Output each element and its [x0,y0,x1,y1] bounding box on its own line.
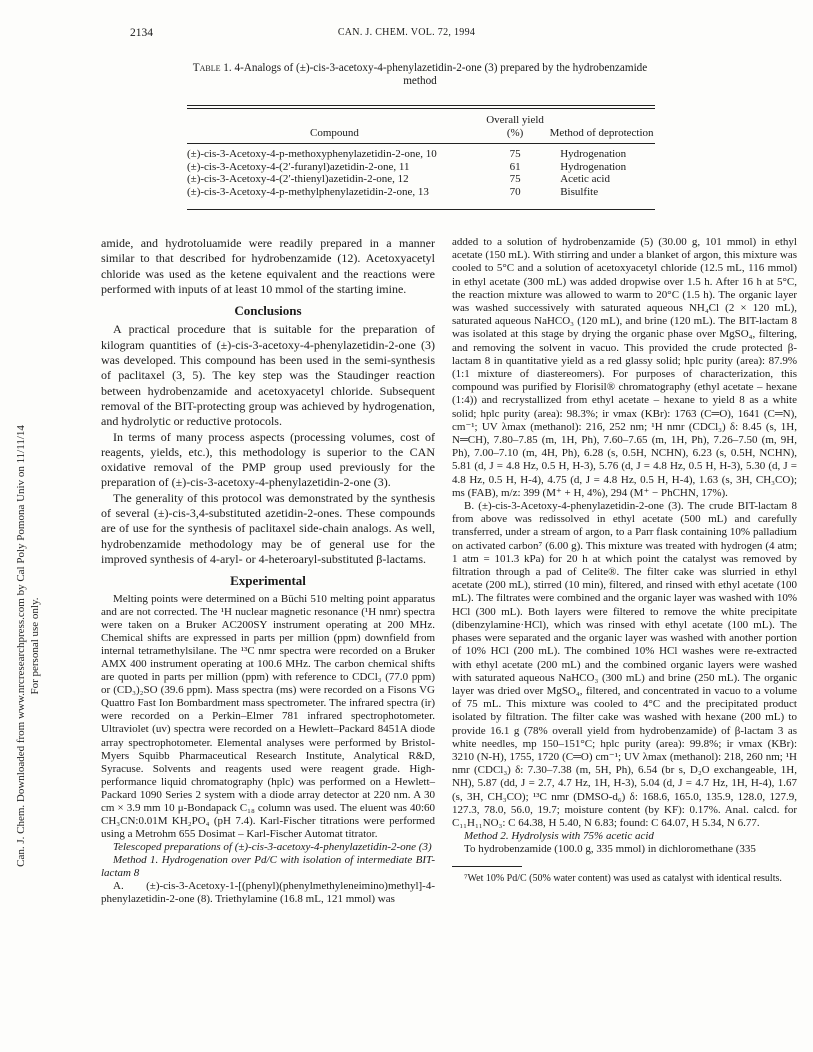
table-row [187,186,655,199]
paragraph: amide, and hydrotoluamide were readily prepared in a manner similar to that described for hydrobenzamide (12). Acetoxyacetyl chloride was used as the ketene equivalent and the reactions were performed with inputs of at least 10 mmol of the starting imine. [101,236,435,296]
side-note-line-2: For personal use only. [29,597,41,695]
cell-compound: (±)-cis-3-Acetoxy-4-(2′-furanyl)azetidin-2-one, 11 [187,160,410,173]
paragraph: A practical procedure that is suitable for the preparation of kilogram quantities of (±)-cis-3-acetoxy-4-phenylazetidin-2-one (3) was developed. This compound has been used in the semi-synthesis of paclitaxel (3, 5). The key step was the Staudinger reaction between hydrobenzamide and acetoxyacetyl chloride. Subsequent removal of the BIT-protecting group was achieved by hydrogenation, and hydrolytic or reductive protocols. [101,322,435,429]
table-top-rule [187,105,655,106]
table-row [187,142,655,161]
table-header-row [187,114,655,142]
cell-method: Bisulfite [560,185,599,198]
table-row [187,161,655,174]
table-bottom-rule [187,209,655,210]
cell-method: Hydrogenation [560,160,627,173]
heading-conclusions: Conclusions [234,303,302,319]
paragraph: Melting points were determined on a Büchi 510 melting point apparatus and are not corrected. The ¹H nuclear magnetic resonance (¹H nmr) spectra were taken on a Bruker AC200SY instrument operating at 200 MHz. Chemical shifts are expressed in parts per million (ppm) downfield from internal tetramethylsilane. The ¹³C nmr spectra were recorded on a Bruker AMX 400 instrument operating at 100.6 MHz. The carbon chemical shifts are quoted in parts per million (ppm) with reference to CDCl₃ (77.0 ppm) or (CD₃)₂SO (39.6 ppm). Mass spectra (ms) were recorded on a Fisons VG Quattro Fast Ion Bombardment mass spectrometer. The infrared spectra (ir) were recorded on a Perkin–Elmer 781 infrared spectrophotometer. Ultraviolet (uv) spectra were recorded on a Hewlett–Packard 8451A diode array spectrophotometer. Elemental analyses were performed by Bristol-Myers Squibb Pharmaceutical Research Institute, Analytical R&D, Syracuse. Solvents and reagents used were reagent grade. High-performance liquid chromatography (hplc) was performed on a Hewlett–Packard 1090 Series 2 system with a diode array detector at 220 nm. A 30 cm × 3.9 mm 10 μ-Bondapack C₁₈ column was used. The eluent was 40:60 CH₃CN:0.01M KH₂PO₄ (pH 7.4). Karl-Fischer titrations were performed using a Metrohm 655 Dosimat – Karl-Fischer Automat titrator. [101,592,435,841]
cell-method: Acetic acid [560,173,610,186]
cell-yield: 61 [509,160,521,173]
page-number: 2134 [130,27,153,39]
paragraph: B. (±)-cis-3-Acetoxy-4-phenylazetidin-2-one (3). The crude BIT-lactam 8 from above was redissolved in ethyl acetate (500 mL) and carefully transferred, under a stream of argon, to a Parr flask containing 10% palladium on activated carbon⁷ (6.00 g). This mixture was treated with hydrogen (4 atm; 1 atm = 101.3 kPa) for 20 h at which point the catalyst was removed by filtration through a pad of Celite®. The filter cake was slurried in ethyl acetate (200 mL), stirred (10 min), filtered, and rinsed with ethyl acetate (100 mL). The filtrates were combined and the organic layer was washed with 10% HCl (300 mL). Both layers were filtered to remove the white precipitate (dibenzylamine·HCl), which was rinsed with ethyl acetate (100 mL). The phases were separated and the organic layer was washed with another portion of 10% HCl (200 mL). The combined 10% HCl washes were re-extracted with ethyl acetate (200 mL) and the combined organic layers were washed with saturated aqueous NaHCO₃ (300 mL) and brine (250 mL). The organic layer was dried over MgSO₄, filtered, and concentrated in vacuo to a volume of 75 mL. This mixture was cooled to 4°C and the precipitated product isolated by filtration. The filter cake was washed with hexane (200 mL) to provide 16.1 g (78% overall yield from hydrobenzamide) of β-lactam 3 as white needles, mp 150–151°C; hplc purity (area): 99.8%; ir νmax (KBr): 3210 (N-H), 1755, 1720 (C═O) cm⁻¹; UV λmax (methanol): 218, 260 nm; ¹H nmr (CDCl₃) δ: 7.30–7.38 (m, 5H, Ph), 6.54 (br s, D₂O exchangeable, 1H, NH), 5.87 (dd, J = 2.7, 4.7 Hz, 1H, H-3), 5.04 (d, J = 4.7 Hz, 1H, H-4), 1.67 (s, 3H, CH₃CO); ¹³C nmr (DMSO-d₆) δ: 168.6, 165.0, 135.9, 128.0, 127.9, 127.3, 78.0, 56.0, 19.7; moisture content (by KF): 0.17%. Anal. calcd. for C₁₁H₁₁NO₃: C 64.38, H 5.40, N 6.83; found: C 64.07, H 5.34, N 6.77. [452,500,797,829]
table-caption-text: 4-Analogs of (±)-cis-3-acetoxy-4-phenylazetidin-2-one (3) prepared by the hydrobenzamide method [234,62,648,87]
table-row [187,173,655,186]
header-method: Method of deprotection [549,126,654,139]
subheading-telescoped: Telescoped preparations of (±)-cis-3-acetoxy-4-phenylazetidin-2-one (3) [113,841,432,854]
cell-compound: (±)-cis-3-Acetoxy-4-p-methylphenylazetidin-2-one, 13 [187,185,429,198]
cell-yield: 70 [509,185,521,198]
side-download-note [14,246,46,1046]
left-column [101,236,435,907]
subheading-method-1: Method 1. Hydrogenation over Pd/C with isolation of intermediate BIT-lactam 8 [101,854,435,880]
cell-yield: 75 [509,173,521,186]
paragraph: A. (±)-cis-3-Acetoxy-1-[(phenyl)(phenylmethyleneimino)methyl]-4-phenylazetidin-2-one (8). Triethylamine (16.8 mL, 121 mmol) was [101,880,435,906]
cell-compound: (±)-cis-3-Acetoxy-4-(2′-thienyl)azetidin-2-one, 12 [187,173,409,186]
header-yield: Overall yield (%) [486,114,544,139]
data-table [187,114,655,199]
subheading-method-2: Method 2. Hydrolysis with 75% acetic acid [464,830,654,843]
cell-compound: (±)-cis-3-Acetoxy-4-p-methoxyphenylazetidin-2-one, 10 [187,148,437,161]
heading-experimental: Experimental [230,573,306,589]
paragraph: In terms of many process aspects (processing volumes, cost of reagents, yields, etc.), this methodology is superior to the CAN oxidative removal of the PMP group used previously for the preparation of (±)-cis-3-acetoxy-4-phenylazetidin-2-one (3). [101,429,435,490]
running-head: CAN. J. CHEM. VOL. 72, 1994 [337,27,476,38]
cell-method: Hydrogenation [560,148,627,161]
table-caption [185,62,655,88]
table-top-rule-2 [187,108,655,109]
paragraph: To hydrobenzamide (100.0 g, 335 mmol) in dichloromethane (335 [464,843,756,856]
paragraph: The generality of this protocol was demonstrated by the synthesis of several (±)-cis-3,4-substituted azetidin-2-ones. These compounds are of use for the synthesis of paclitaxel side-chain analogs. As well, hydrobenzamide methodology may be of general use for the improved synthesis of 4-aryl- or 4-heteroaryl-substituted β-lactams. [101,490,435,566]
side-note-line-1: Can. J. Chem. Downloaded from www.nrcresearchpress.com by Cal Poly Pomona Univ on 11/11/14 [15,425,27,867]
cell-yield: 75 [509,148,521,161]
paragraph: added to a solution of hydrobenzamide (5) (30.00 g, 101 mmol) in ethyl acetate (150 mL). With stirring and under a blanket of argon, this mixture was cooled to 5°C and a solution of acetoxyacetyl chloride (12.5 mL, 116 mmol) in ethyl acetate (300 mL) was added dropwise over 1.5 h. After 16 h at 5°C, the reaction mixture was allowed to warm to 20°C (1.5 h). The organic layer was washed successively with saturated aqueous NH₄Cl (2 × 120 mL), saturated aqueous NaHCO₃ (120 mL), and brine (120 mL). The BIT-lactam 8 was isolated at this stage by drying the organic phase over MgSO₄, filtering, and removing the solvent in vacuo. This provided the crude protected β-lactam 8 in quantitative yield as a red glassy solid; hplc purity (area): 87.9% (1:1 mixture of diastereomers). For purposes of characterization, this compound was purified by Florisil® chromatography (ethyl acetate – hexane (1:4)) and recrystallized from ethyl acetate – hexane to yield 8 as a white solid; hplc purity (area): 98.3%; ir νmax (KBr): 1763 (C═O), 1641 (C═N), cm⁻¹; UV λmax (methanol): 216, 252 nm; ¹H nmr (CDCl₃) δ: 8.45 (s, 1H, N═CH), 7.80–7.85 (m, 1H, Ph), 7.60–7.65 (m, 1H, Ph), 7.26–7.50 (m, 9H, Ph), 7.00–7.10 (m, 4H, Ph), 6.28 (s, 0.5H, NCHN), 6.23 (s, 0.5H, NCHN), 5.81 (d, J = 4.8 Hz, 0.5 H, H-3), 5.76 (d, J = 4.8 Hz, 0.5 H, H-3), 5.30 (d, J = 4.8 Hz, 0.5 H, H-4), 4.75 (d, J = 4.8 Hz, 0.5 H, H-4), 1.63 (s, 3H, CH₃CO); ms (FAB), m/z: 399 (M⁺ + H, 4%), 294 (M⁺ − PhCHN, 17%). [452,236,797,499]
header-compound: Compound [310,126,359,139]
right-column [452,236,797,885]
table-label: Table 1. [192,62,232,74]
footnote-rule [452,866,522,867]
footnote: ⁷Wet 10% Pd/C (50% water content) was used as catalyst with identical results. [464,873,782,885]
